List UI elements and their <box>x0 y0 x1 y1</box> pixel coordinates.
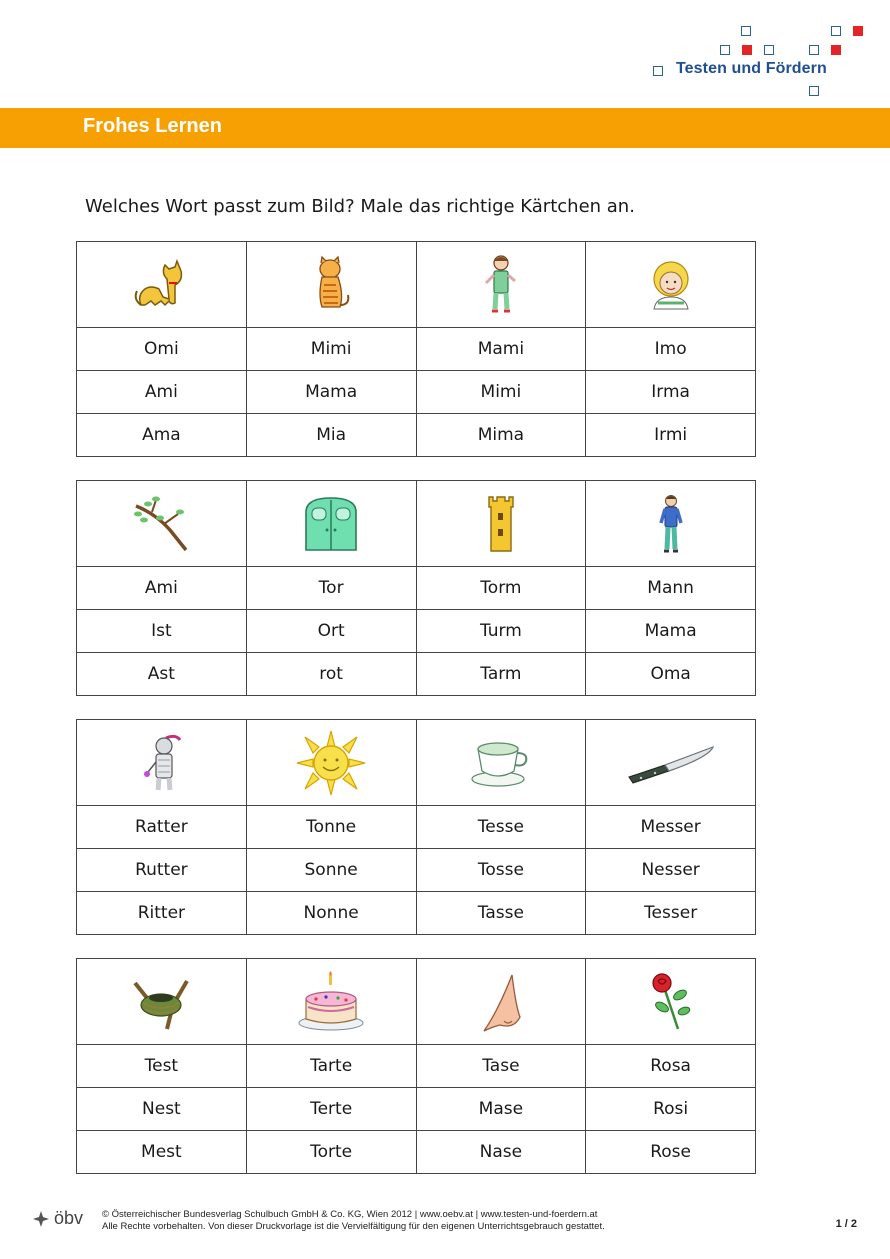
page-number: 1 / 2 <box>835 1218 857 1230</box>
word-label: Rutter <box>135 860 188 880</box>
word-label: Mest <box>141 1142 182 1162</box>
word-card[interactable] <box>416 806 586 849</box>
logo-square <box>809 86 819 96</box>
logo-square <box>831 26 841 36</box>
picture-cell <box>416 959 586 1045</box>
word-label: Mima <box>477 425 525 445</box>
word-card[interactable] <box>586 806 756 849</box>
testen-und-foerdern-logo <box>0 0 890 105</box>
page-title: Frohes Lernen <box>83 115 222 137</box>
word-card[interactable] <box>246 328 416 371</box>
word-card[interactable] <box>416 371 586 414</box>
word-label: Sonne <box>304 860 358 880</box>
word-label: Ami <box>144 382 178 402</box>
publisher-logo-icon <box>32 1210 50 1228</box>
word-card[interactable] <box>77 1131 247 1174</box>
word-card[interactable] <box>246 1045 416 1088</box>
cup-icon <box>470 737 532 789</box>
word-label: Tesse <box>477 817 524 837</box>
picture-cell <box>586 959 756 1045</box>
word-card[interactable] <box>246 1088 416 1131</box>
word-card[interactable] <box>586 1131 756 1174</box>
publisher-logo-text: öbv <box>54 1208 84 1228</box>
word-card[interactable] <box>77 1045 247 1088</box>
instruction-text: Welches Wort passt zum Bild? Male das richtige Kärtchen an. <box>85 196 635 217</box>
word-label: Tesser <box>644 903 698 923</box>
word-label: Tase <box>482 1056 520 1076</box>
rose-icon <box>644 971 698 1033</box>
word-label: Tarm <box>480 664 522 684</box>
word-label: Irmi <box>654 425 688 445</box>
word-card[interactable] <box>586 849 756 892</box>
word-card[interactable] <box>246 653 416 696</box>
logo-square <box>653 66 663 76</box>
word-card[interactable] <box>246 1131 416 1174</box>
exercise-table-3 <box>76 719 756 935</box>
word-label: Mann <box>647 578 694 598</box>
picture-cell <box>246 959 416 1045</box>
word-label: Mama <box>305 382 358 402</box>
word-label: Nesser <box>641 860 700 880</box>
exercise-table-4 <box>76 958 756 1174</box>
word-label: Rose <box>650 1142 691 1162</box>
word-card[interactable] <box>416 414 586 457</box>
footer-rights: Alle Rechte vorbehalten. Von dieser Druckvorlage ist die Vervielfältigung für den eigenen Unterrichtsgebrauch gestattet. <box>102 1221 605 1232</box>
word-label: Mia <box>316 425 347 445</box>
sun-icon <box>295 729 367 797</box>
word-label: Tor <box>318 578 344 598</box>
picture-cell <box>586 720 756 806</box>
word-label: Torm <box>480 578 522 598</box>
word-card[interactable] <box>416 1045 586 1088</box>
picture-cell <box>416 242 586 328</box>
word-card[interactable] <box>77 371 247 414</box>
word-label: Tonne <box>306 817 357 837</box>
word-card[interactable] <box>416 849 586 892</box>
logo-square <box>831 45 841 55</box>
publisher-logo <box>32 1208 83 1229</box>
word-label: Tasse <box>477 903 524 923</box>
logo-square <box>809 45 819 55</box>
word-label: Oma <box>650 664 691 684</box>
logo-square <box>764 45 774 55</box>
picture-cell <box>77 242 247 328</box>
word-label: Ort <box>317 621 345 641</box>
word-label: Mama <box>644 621 697 641</box>
word-label: Ist <box>151 621 172 641</box>
word-label: Tarte <box>310 1056 353 1076</box>
word-card[interactable] <box>586 414 756 457</box>
word-card[interactable] <box>246 849 416 892</box>
gate-icon <box>302 494 360 554</box>
word-label: Tosse <box>477 860 524 880</box>
word-card[interactable] <box>246 371 416 414</box>
word-card[interactable] <box>416 567 586 610</box>
word-card[interactable] <box>246 567 416 610</box>
word-label: Test <box>144 1056 179 1076</box>
word-card[interactable] <box>416 610 586 653</box>
picture-cell <box>416 481 586 567</box>
word-label: Turm <box>479 621 522 641</box>
picture-cell <box>77 959 247 1045</box>
word-card[interactable] <box>77 610 247 653</box>
man-icon <box>656 493 686 555</box>
curly-haired-girl-icon <box>646 257 696 313</box>
word-label: Torte <box>310 1142 353 1162</box>
word-card[interactable] <box>416 892 586 935</box>
logo-square <box>741 26 751 36</box>
word-label: Nest <box>142 1099 181 1119</box>
word-card[interactable] <box>586 892 756 935</box>
word-card[interactable] <box>77 328 247 371</box>
exercise-table-2 <box>76 480 756 696</box>
knife-icon <box>625 741 717 785</box>
word-card[interactable] <box>77 414 247 457</box>
picture-cell <box>246 242 416 328</box>
word-card[interactable] <box>586 371 756 414</box>
knight-icon <box>136 732 186 794</box>
word-card[interactable] <box>586 567 756 610</box>
word-label: Ami <box>144 578 178 598</box>
word-card[interactable] <box>586 1045 756 1088</box>
word-label: Mimi <box>480 382 522 402</box>
tower-icon <box>483 493 519 555</box>
word-card[interactable] <box>416 653 586 696</box>
word-label: Nase <box>479 1142 523 1162</box>
word-label: Terte <box>310 1099 353 1119</box>
word-card[interactable] <box>77 806 247 849</box>
girl-in-overalls-icon <box>481 253 521 317</box>
picture-cell <box>586 481 756 567</box>
word-card[interactable] <box>77 849 247 892</box>
footer-copyright: © Österreichischer Bundesverlag Schulbuch GmbH & Co. KG, Wien 2012 | www.oebv.at | www.testen-und-foerdern.at <box>102 1209 598 1220</box>
word-label: Mami <box>477 339 525 359</box>
picture-cell <box>246 481 416 567</box>
word-card[interactable] <box>77 653 247 696</box>
word-card[interactable] <box>246 806 416 849</box>
logo-square <box>742 45 752 55</box>
word-label: rot <box>319 664 343 684</box>
word-label: Rosa <box>650 1056 691 1076</box>
cat-icon <box>131 255 191 315</box>
logo-text: Testen und Fördern <box>676 60 827 77</box>
word-card[interactable] <box>77 567 247 610</box>
word-card[interactable] <box>246 414 416 457</box>
word-card[interactable] <box>586 610 756 653</box>
word-label: Omi <box>144 339 179 359</box>
word-card[interactable] <box>416 1131 586 1174</box>
word-label: Ast <box>147 664 175 684</box>
word-label: Mase <box>478 1099 524 1119</box>
nose-icon <box>478 971 524 1033</box>
word-label: Mimi <box>310 339 352 359</box>
word-card[interactable] <box>246 892 416 935</box>
nest-icon <box>131 973 191 1031</box>
word-card[interactable] <box>586 1088 756 1131</box>
word-card[interactable] <box>246 610 416 653</box>
word-card[interactable] <box>77 892 247 935</box>
cake-icon <box>296 971 366 1033</box>
word-label: Rosi <box>653 1099 689 1119</box>
word-label: Irma <box>651 382 690 402</box>
picture-cell <box>416 720 586 806</box>
exercise-table-1 <box>76 241 756 457</box>
word-card[interactable] <box>586 653 756 696</box>
striped-cat-icon <box>306 255 356 315</box>
picture-cell <box>246 720 416 806</box>
word-card[interactable] <box>416 328 586 371</box>
branch-icon <box>130 494 192 554</box>
word-label: Ratter <box>135 817 188 837</box>
word-label: Messer <box>640 817 701 837</box>
logo-square <box>853 26 863 36</box>
word-label: Imo <box>654 339 687 359</box>
picture-cell <box>77 481 247 567</box>
word-card[interactable] <box>586 328 756 371</box>
word-label: Nonne <box>303 903 359 923</box>
word-card[interactable] <box>416 1088 586 1131</box>
word-card[interactable] <box>77 1088 247 1131</box>
picture-cell <box>77 720 247 806</box>
logo-square <box>720 45 730 55</box>
word-label: Ritter <box>137 903 186 923</box>
word-label: Ama <box>142 425 181 445</box>
picture-cell <box>586 242 756 328</box>
